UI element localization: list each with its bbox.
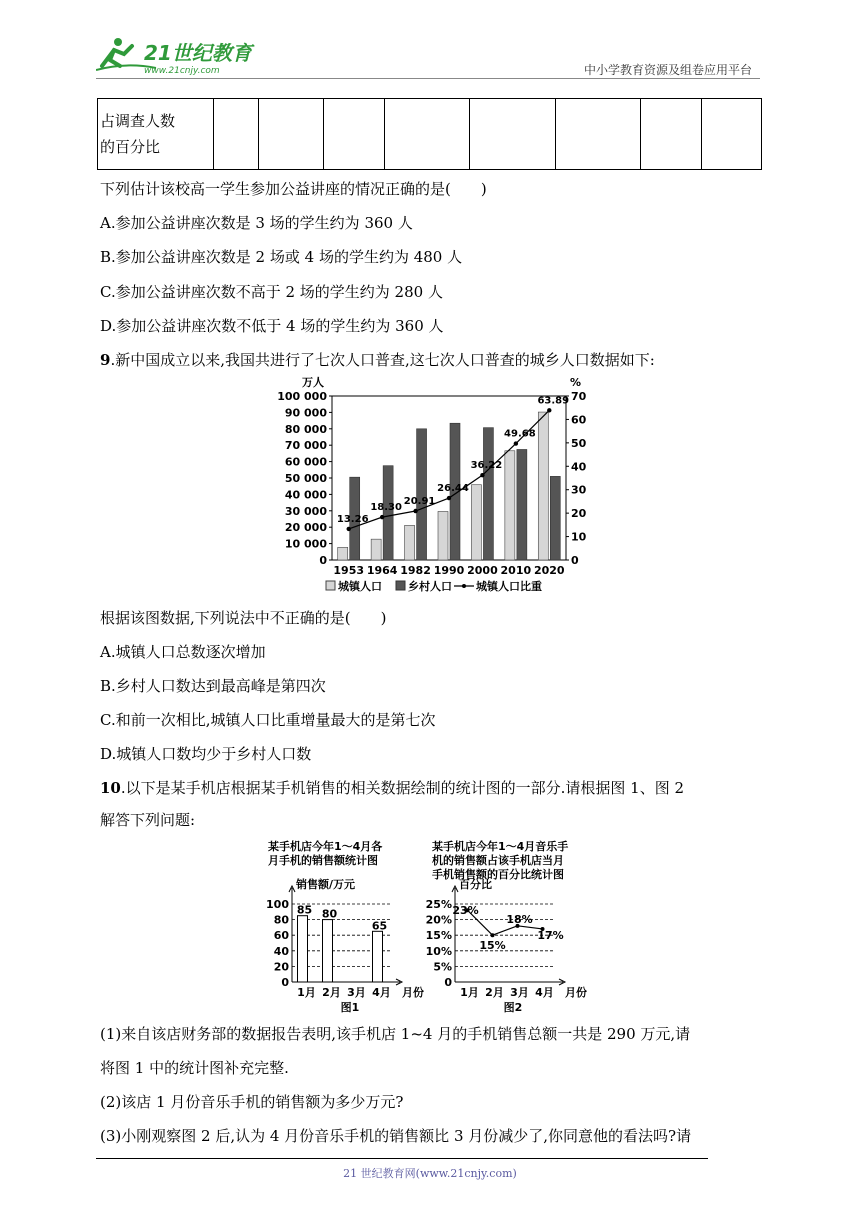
percent-label: 15% [479,939,506,953]
x-tick-label: 2月 [322,986,341,999]
x-tick-label: 1月 [460,986,479,999]
chart-title-line: 机的销售额占该手机店当月 [432,854,564,867]
y-right-tick-label: 60 [571,413,587,427]
table-cell [701,99,761,170]
plot-frame [332,396,566,560]
y-right-tick-label: 70 [571,390,587,403]
q9-option-a: A.城镇人口总数逐次增加 [100,643,266,661]
bar-urban [505,451,515,560]
footer-divider [96,1158,708,1159]
ratio-label: 49.68 [504,428,536,440]
y-left-tick-label: 30 000 [284,504,327,518]
y-axis-label: 销售额/万元 [296,878,356,891]
ratio-point [347,527,351,531]
q8-option-a: A.参加公益讲座次数是 3 场的学生约为 360 人 [100,214,413,232]
q8-option-d: D.参加公益讲座次数不低于 4 场的学生约为 360 人 [100,317,444,335]
x-tick-label: 1964 [366,564,398,577]
y-axis-label: 百分比 [459,878,492,891]
y-left-label: 万人 [302,376,324,389]
q10-part2: (2)该店 1 月份音乐手机的销售额为多少万元? [100,1093,404,1111]
bar-urban [338,547,348,560]
x-tick-label: 4月 [372,986,391,999]
percent-label: 23% [452,904,479,918]
y-left-tick-label: 60 000 [284,455,327,469]
sales-value-label: 80 [321,907,338,921]
logo-url: www.21cnjy.com [144,66,220,76]
bar-rural [550,476,560,560]
table-cell [258,99,323,170]
y-tick-label: 20% [425,913,452,927]
chart-title-line: 手机销售额的百分比统计图 [432,868,564,881]
x-axis-label: 月份 [402,986,424,999]
y-right-tick-label: 50 [571,436,587,450]
chart-caption: 图2 [503,1001,523,1014]
x-tick-label: 2月 [485,986,504,999]
y-tick-label: 25% [425,898,452,911]
table-row [98,99,762,170]
table-cell [641,99,701,170]
q10-stem-line2: 解答下列问题: [100,811,196,829]
q8-option-b: B.参加公益讲座次数是 2 场或 4 场的学生约为 480 人 [100,248,463,266]
bar-rural [417,429,427,560]
y-tick-label: 60 [273,929,289,943]
q9-option-b: B.乡村人口数达到最高峰是第四次 [100,677,326,695]
y-right-tick-label: 10 [571,530,587,544]
ratio-point [514,441,518,445]
bar-urban [405,525,415,560]
y-tick-label: 5% [433,960,452,974]
y-left-tick-label: 20 000 [284,521,327,535]
y-tick-label: 40 [273,944,289,958]
q10-stem: 10.以下是某手机店根据某手机销售的相关数据绘制的统计图的一部分.请根据图 1、图 2 [100,779,685,797]
bar-urban [371,539,381,560]
y-left-tick-label: 40 000 [284,488,327,502]
q10-part1: (1)来自该店财务部的数据报告表明,该手机店 1~4 月的手机销售总额一共是 290 万元,请 [100,1025,691,1043]
sales-bar [323,920,333,982]
monthly-sales-chart [262,836,432,1016]
y-tick-label: 10% [425,944,452,958]
x-tick-label: 2000 [467,564,498,577]
legend-ratio-point [462,584,466,588]
x-tick-label: 4月 [535,986,554,999]
y-left-tick-label: 10 000 [284,537,327,551]
chart-title-line: 某手机店今年1～4月各 [268,840,383,853]
sales-bar [298,916,308,982]
table-cell [470,99,556,170]
q8-stem: 下列估计该校高一学生参加公益讲座的情况正确的是( ) [100,180,487,198]
ratio-point [547,408,551,412]
sales-bar [373,931,383,982]
ratio-label: 63.89 [537,395,570,407]
bar-urban [438,511,448,560]
x-axis-label: 月份 [565,986,587,999]
x-tick-label: 1月 [297,986,316,999]
q9-stem: 9.新中国成立以来,我国共进行了七次人口普查,这七次人口普查的城乡人口数据如下: [100,351,655,369]
table-cell [213,99,258,170]
y-tick-label: 0 [281,976,289,989]
site-logo [96,36,266,76]
x-tick-label: 3月 [510,986,529,999]
x-tick-label: 2010 [500,564,532,577]
y-tick-label: 0 [444,976,452,989]
page-header [96,36,760,80]
music-phone-percent-chart [425,836,595,1016]
y-left-tick-label: 70 000 [284,439,327,453]
q10-part1-cont: 将图 1 中的统计图补充完整. [100,1059,289,1077]
bar-urban [471,485,481,560]
q9-option-d: D.城镇人口数均少于乡村人口数 [100,745,312,763]
x-tick-label: 1953 [333,564,365,577]
chart-title-line: 某手机店今年1～4月音乐手 [432,840,569,853]
y-right-tick-label: 30 [571,483,587,497]
y-right-label: % [570,376,582,389]
table-cell [555,99,641,170]
y-left-tick-label: 90 000 [284,406,327,420]
row-label: 占调查人数 的百分比 [98,99,214,170]
ratio-label: 18.30 [370,502,402,514]
y-left-tick-label: 0 [319,554,327,567]
legend-rural-swatch [396,581,405,590]
table-cell [324,99,384,170]
x-tick-label: 3月 [347,986,366,999]
x-tick-label: 1982 [400,564,431,577]
chart-title-line: 月手机的销售额统计图 [268,854,378,867]
y-left-tick-label: 100 000 [277,390,327,403]
y-tick-label: 80 [273,913,289,927]
q9-option-c: C.和前一次相比,城镇人口比重增量最大的是第七次 [100,711,436,729]
logo-text: 21世纪教育 [144,41,252,65]
y-left-tick-label: 80 000 [284,422,327,436]
census-chart [268,372,588,602]
y-right-tick-label: 40 [571,460,587,474]
ratio-label: 20.91 [403,496,436,508]
y-tick-label: 15% [425,929,452,943]
y-left-tick-label: 50 000 [284,472,327,485]
percent-label: 17% [537,928,564,942]
sales-value-label: 65 [371,919,388,933]
y-right-tick-label: 20 [571,507,587,521]
bar-rural [517,449,527,560]
y-right-tick-label: 0 [571,554,579,567]
percent-label: 18% [506,912,533,926]
footer-text: 21 世纪教育网(www.21cnjy.com) [343,1167,517,1180]
header-divider [96,78,760,79]
q8-option-c: C.参加公益讲座次数不高于 2 场的学生约为 280 人 [100,283,443,301]
ratio-point [413,509,417,513]
q10-part3: (3)小刚观察图 2 后,认为 4 月份音乐手机的销售额比 3 月份减少了,你同意他的看法吗?请 [100,1127,692,1145]
chart-caption: 图1 [340,1001,360,1014]
y-tick-label: 100 [266,898,289,911]
ratio-point [480,473,484,477]
q9-question: 根据该图数据,下列说法中不正确的是( ) [100,609,387,627]
ratio-label: 13.26 [336,513,369,525]
table-cell [384,99,470,170]
platform-name: 中小学教育资源及组卷应用平台 [583,63,752,77]
survey-table [97,98,762,170]
legend-urban-label: 城镇人口 [338,580,382,593]
ratio-point [380,515,384,519]
percent-point [491,933,495,937]
ratio-label: 26.44 [437,483,469,495]
x-tick-label: 1990 [433,564,465,577]
bar-urban [538,412,548,560]
legend-rural-label: 乡村人口 [408,580,452,593]
y-tick-label: 20 [273,960,289,974]
sales-value-label: 85 [296,903,313,917]
ratio-label: 36.22 [470,460,503,472]
bar-rural [483,428,493,560]
legend-urban-swatch [326,581,335,590]
ratio-point [447,496,451,500]
x-tick-label: 2020 [533,564,565,577]
legend-ratio-label: 城镇人口比重 [476,580,542,593]
